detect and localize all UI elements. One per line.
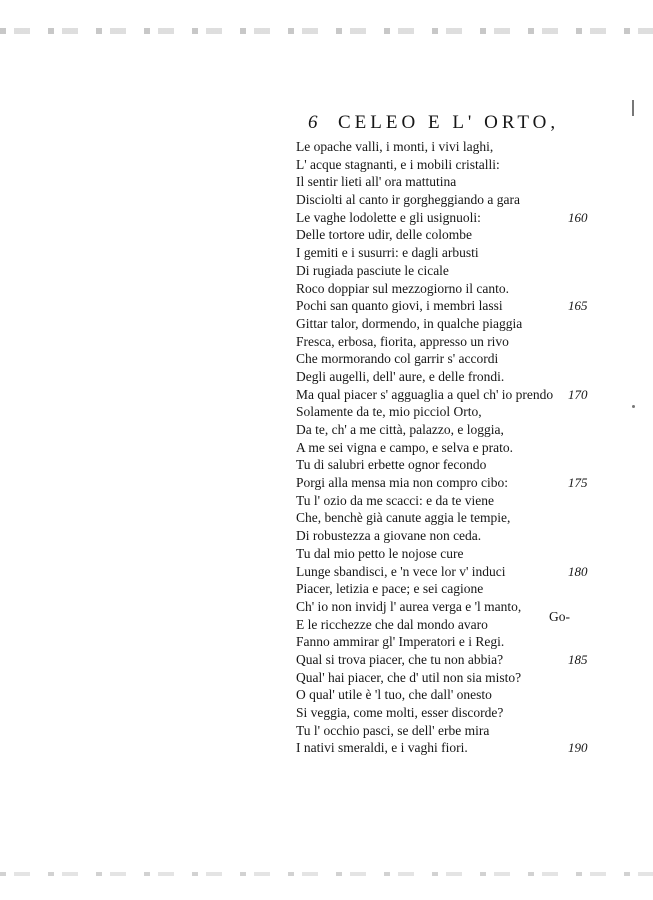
line-number: 170 [568, 386, 588, 402]
verse-text: Lunge sbandisci, e 'n vece lor v' induci [296, 563, 506, 579]
verse-text: Fresca, erbosa, fiorita, appresso un rivo [296, 333, 509, 349]
verse-text: Si veggia, come molti, esser discorde? [296, 705, 504, 720]
verse-line [296, 651, 606, 669]
verse-line [296, 509, 606, 527]
page-number: 6 [308, 112, 318, 133]
line-number: 175 [568, 475, 588, 491]
verse-text: Ma qual piacer s' agguaglia a quel ch' io prendo [296, 386, 554, 402]
catchword: Go- [549, 609, 570, 624]
verse-text: L' acque stagnanti, e i mobili cristalli: [296, 156, 500, 172]
verse-text: Tu l' occhio pasci, se dell' erbe mira [296, 722, 490, 738]
verse-line [296, 545, 606, 563]
verse-line [296, 280, 606, 298]
line-number: 190 [568, 740, 588, 756]
verse-text: Degli augelli, dell' aure, e delle frondi. [296, 368, 505, 384]
scan-top-edge [0, 28, 653, 34]
verse-line [296, 138, 606, 156]
verse-line [296, 226, 606, 244]
verse-text: Che, benchè già canute aggia le tempie, [296, 510, 511, 526]
verse-text: Piacer, letizia e pace; e sei cagione [296, 581, 484, 597]
verse-line [296, 403, 606, 421]
verse-text: Gittar talor, dormendo, in qualche piaggia [296, 315, 523, 331]
verse-text: O qual' utile è 'l tuo, che dall' onesto [296, 687, 492, 703]
verse-text: Ch' io non invidj l' aurea verga e 'l manto, [296, 598, 522, 614]
running-title: CELEO E L' ORTO, [338, 112, 560, 133]
verse-line [296, 633, 606, 651]
poem-text [296, 138, 606, 757]
scan-bottom-edge [0, 872, 653, 876]
verse-text: Pochi san quanto giovi, i membri lassi [296, 298, 503, 314]
verse-line [296, 368, 606, 386]
line-number: 160 [568, 209, 588, 225]
margin-mark [632, 100, 634, 116]
verse-line [296, 704, 606, 722]
verse-line [296, 439, 606, 457]
verse-line [296, 456, 606, 474]
verse-line [296, 580, 606, 598]
verse-text: Roco doppiar sul mezzogiorno il canto. [296, 280, 509, 296]
line-number: 185 [568, 651, 588, 667]
verse-line [296, 244, 606, 262]
verse-line [296, 563, 606, 581]
verse-line [296, 315, 606, 333]
verse-text: Solamente da te, mio picciol Orto, [296, 404, 482, 420]
verse-text: E le ricchezze che dal mondo avaro [296, 616, 488, 632]
verse-line [296, 686, 606, 704]
verse-text: Il sentir lieti all' ora mattutina [296, 174, 457, 190]
verse-text: Delle tortore udir, delle colombe [296, 227, 473, 243]
margin-mark [632, 405, 635, 408]
line-number: 165 [568, 298, 588, 314]
verse-line [296, 474, 606, 492]
line-number: 180 [568, 563, 588, 579]
verse-text: Di rugiada pasciute le cicale [296, 262, 449, 278]
verse-text: Disciolti al canto ir gorgheggiando a gara [296, 192, 520, 208]
verse-line [296, 156, 606, 174]
page-header [308, 112, 608, 136]
verse-line [296, 722, 606, 740]
verse-text: I nativi smeraldi, e i vaghi fiori. [296, 740, 468, 756]
verse-text: Fanno ammirar gl' Imperatori e i Regi. [296, 634, 505, 650]
verse-line [296, 739, 606, 757]
verse-line [296, 421, 606, 439]
verse-text: Le opache valli, i monti, i vivi laghi, [296, 139, 494, 154]
verse-text: Tu l' ozio da me scacci: e da te viene [296, 492, 494, 508]
verse-text: Qual' hai piacer, che d' util non sia misto? [296, 669, 522, 685]
verse-line [296, 333, 606, 351]
verse-text: Di robustezza a giovane non ceda. [296, 528, 482, 544]
verse-line [296, 173, 606, 191]
verse-text: Tu dal mio petto le nojose cure [296, 545, 464, 561]
verse-line [296, 386, 606, 404]
verse-text: Le vaghe lodolette e gli usignuoli: [296, 209, 481, 225]
verse-text: Qual si trova piacer, che tu non abbia? [296, 651, 504, 667]
verse-line [296, 191, 606, 209]
verse-line [296, 262, 606, 280]
verse-line [296, 669, 606, 687]
verse-line [296, 492, 606, 510]
verse-line [296, 297, 606, 315]
verse-text: Da te, ch' a me città, palazzo, e loggia, [296, 422, 504, 437]
verse-text: Tu di salubri erbette ognor fecondo [296, 457, 487, 473]
verse-text: A me sei vigna e campo, e selva e prato. [296, 439, 514, 455]
verse-line [296, 209, 606, 227]
verse-text: Che mormorando col garrir s' accordi [296, 351, 499, 367]
verse-line [296, 527, 606, 545]
verse-text: Porgi alla mensa mia non compro cibo: [296, 475, 508, 491]
verse-text: I gemiti e i susurri: e dagli arbusti [296, 245, 479, 261]
verse-line [296, 350, 606, 368]
